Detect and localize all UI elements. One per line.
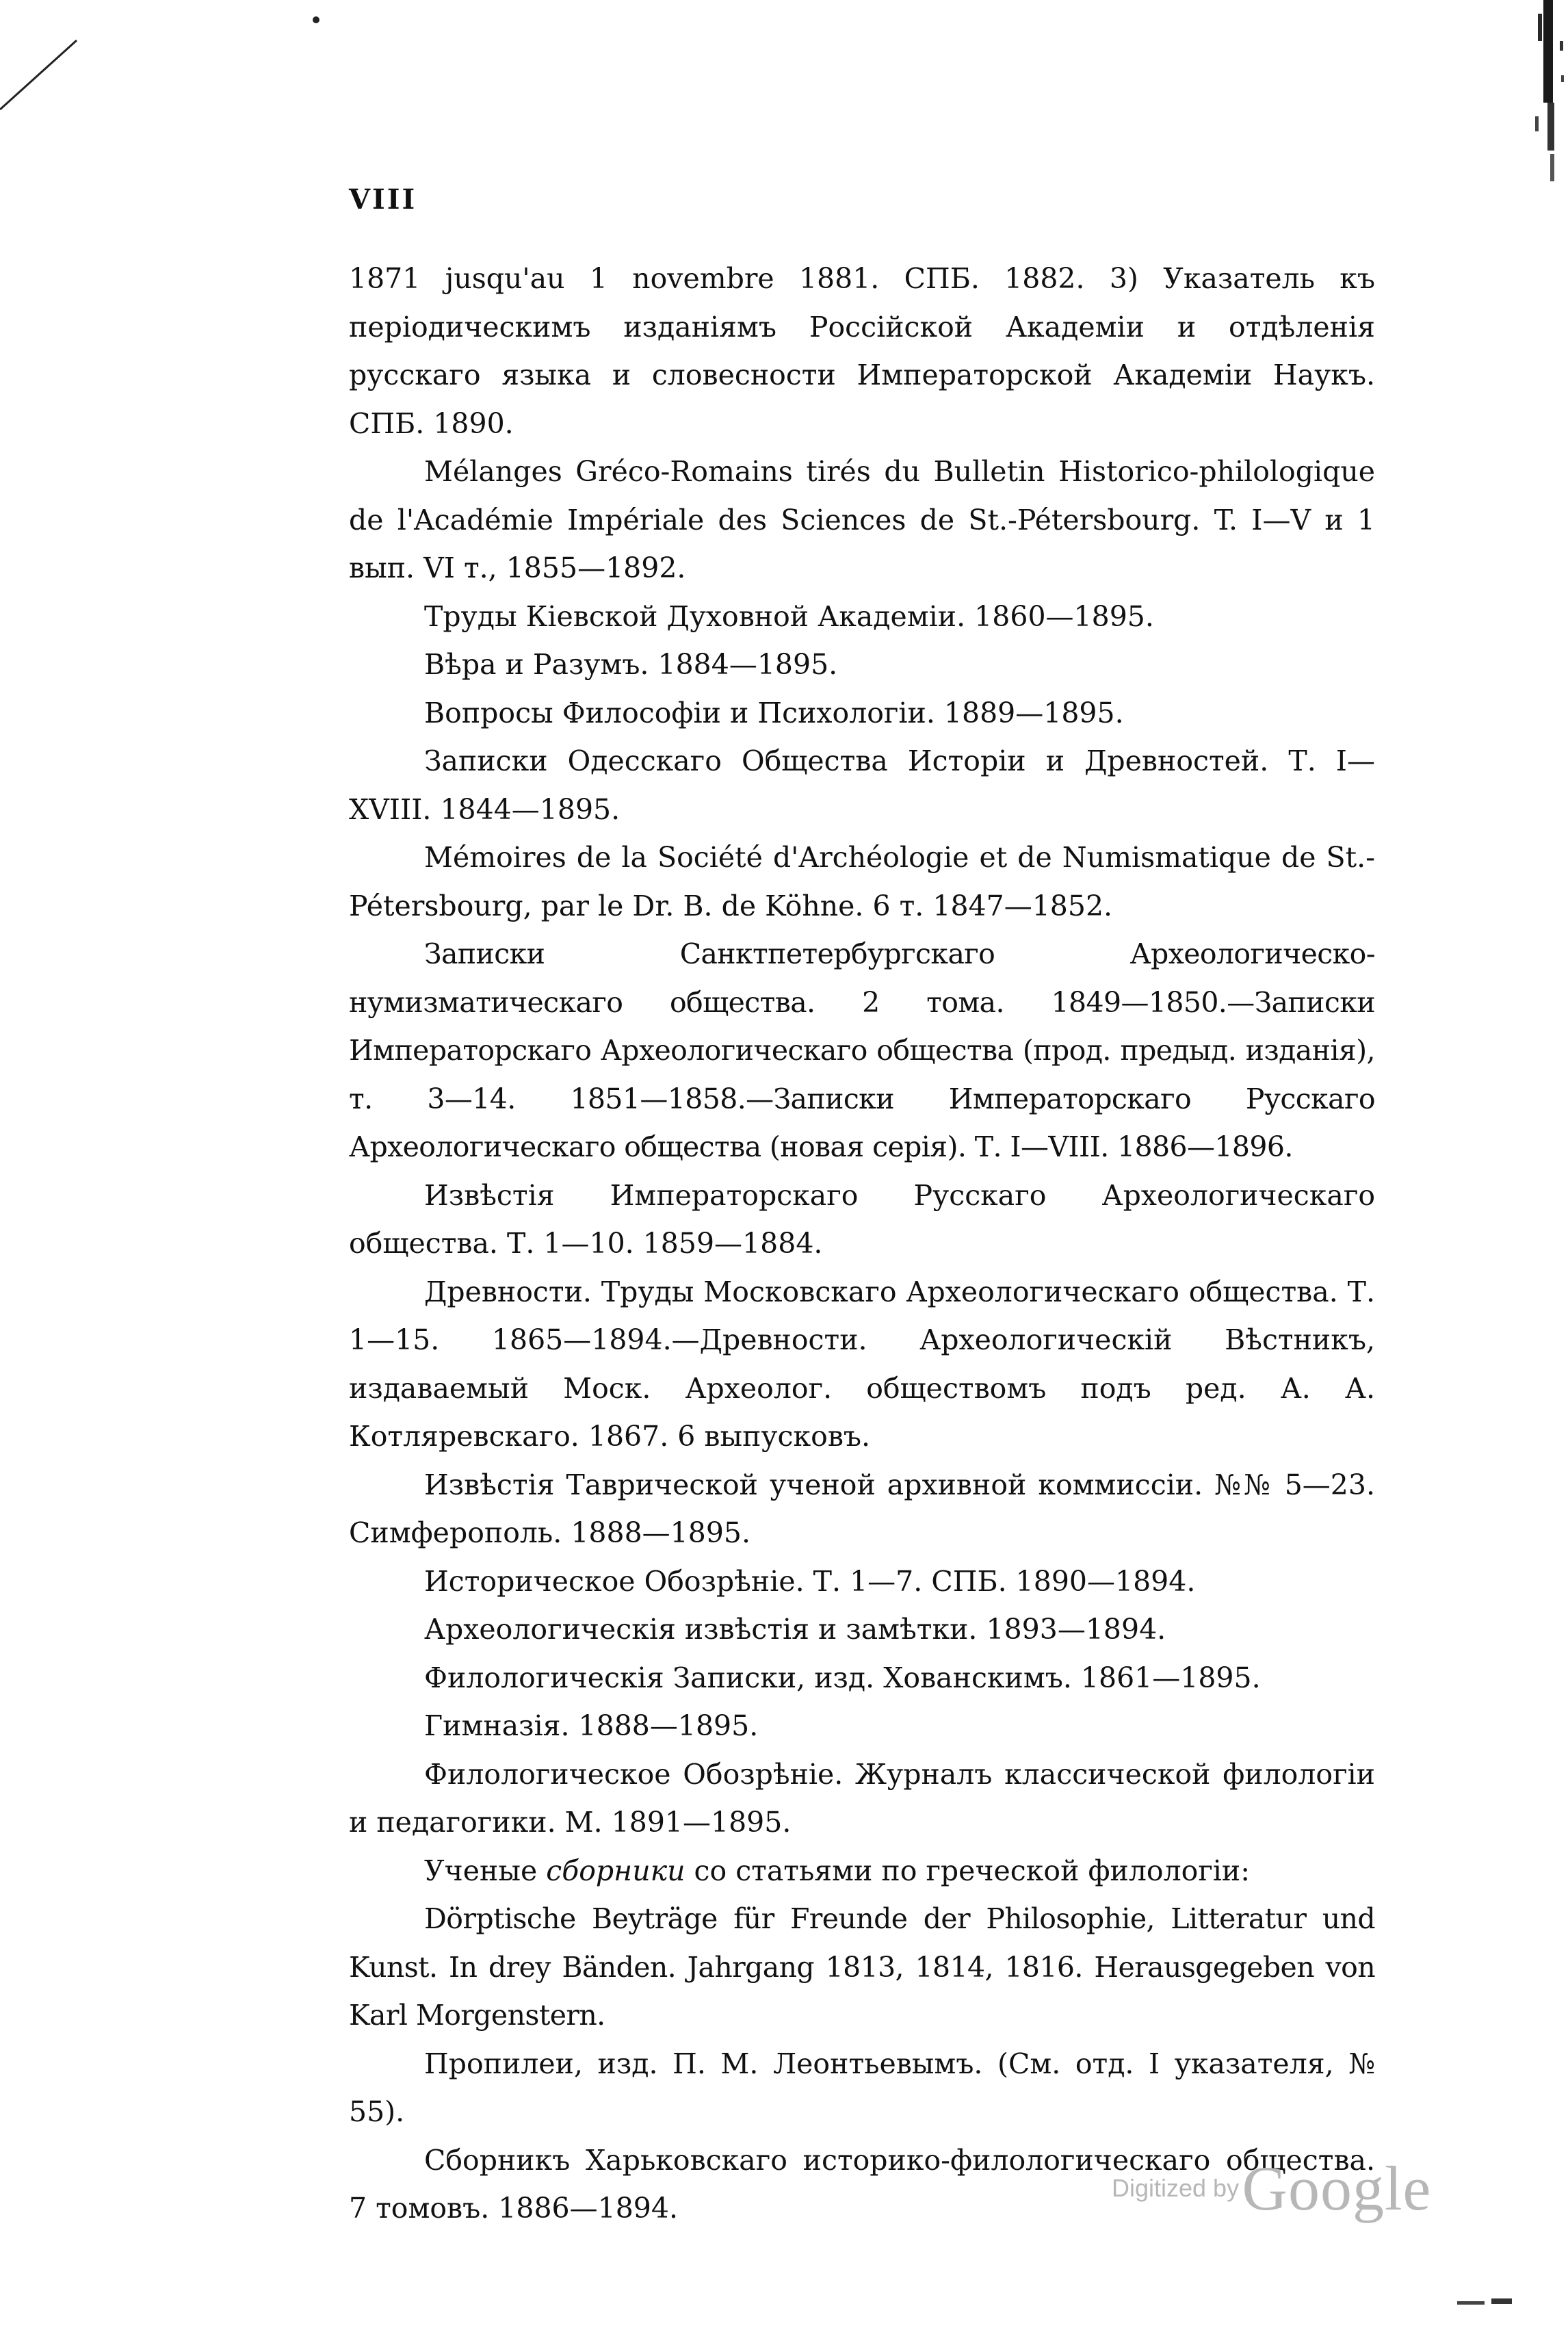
speck-mark (311, 15, 321, 25)
bibliography-paragraph: Извѣстія Императорскаго Русскаго Археологическаго общества. Т. 1—10. 1859—1884. (349, 1178, 1375, 1260)
collections-intro (349, 1847, 1375, 1895)
corner-stroke-mark (0, 38, 82, 113)
bibliography-paragraph: Mélanges Gréco-Romains tirés du Bulletin Historico-philologique de l'Académie Impériale des Sciences de St.-Pétersbourg. T. I—V и 1 вып. VI т., 1855—1892. (349, 455, 1375, 584)
bibliography-paragraph: 1871 jusqu'au 1 novembre 1881. СПБ. 1882. 3) Указатель къ періодическимъ изданіямъ Россійской Академіи и отдѣленія русскаго языка и словесности Императорской Академіи Наукъ. СПБ. 1890. (349, 262, 1375, 440)
digitized-watermark (1112, 2152, 1431, 2225)
collection-entry: Dörptische Beyträge für Freunde der Philosophie, Litteratur und Kunst. In drey Bänden. Jahrgang 1813, 1814, 1816. Herausgegeben von Karl Morgenstern. (349, 1902, 1375, 2032)
bibliography-paragraph: Записки Санктпетербургскаго Археологическо-нумизматическаго общества. 2 тома. 1849—1850.—Записки Императорскаго Археологическаго общества (прод. предыд. изданія), т. 3—14. 1851—1858.—Записки Императорскаго Русскаго Археологическаго общества (новая серія). Т. I—VIII. 1886—1896. (349, 937, 1375, 1163)
collections-intro-before: Ученые (424, 1854, 547, 1887)
bibliography-paragraph: Филологическія Записки, изд. Хованскимъ. 1861—1895. (424, 1661, 1261, 1694)
bibliography-paragraph: Гимназія. 1888—1895. (424, 1709, 759, 1742)
bibliography-paragraph: Вѣра и Разумъ. 1884—1895. (424, 648, 838, 681)
bibliography-paragraph: Mémoires de la Société d'Archéologie et de Numismatique de St.-Pétersbourg, par le Dr. B. de Köhne. 6 т. 1847—1852. (349, 841, 1375, 922)
bibliography-paragraph: Филологическое Обозрѣніе. Журналъ классической филологіи и педагогики. М. 1891—1895. (349, 1757, 1375, 1839)
scan-edge-noise-icon (1520, 0, 1568, 198)
bibliography-paragraph: Древности. Труды Московскаго Археологическаго общества. Т. 1—15. 1865—1894.—Древности. Археологическій Вѣстникъ, издаваемый Моск. Археолог. обществомъ подъ ред. А. А. Котляревскаго. 1867. 6 выпусковъ. (349, 1275, 1375, 1453)
page-number: VIII (349, 183, 417, 216)
bottom-smudge-mark (1457, 2296, 1519, 2309)
collection-entry: Пропилеи, изд. П. М. Леонтьевымъ. (См. отд. I указателя, № 55). (349, 2047, 1375, 2128)
bibliography-paragraph: Труды Кіевской Духовной Академіи. 1860—1895. (424, 599, 1154, 633)
bibliography-paragraph: Историческое Обозрѣніе. Т. 1—7. СПБ. 1890—1894. (424, 1564, 1196, 1598)
watermark-brand: Google (1242, 2153, 1432, 2223)
bibliography-paragraph: Извѣстія Таврической ученой архивной коммиссіи. №№ 5—23. Симферополь. 1888—1895. (349, 1468, 1375, 1549)
bibliography-paragraph: Археологическія извѣстія и замѣтки. 1893—1894. (424, 1613, 1166, 1646)
bibliography-paragraph: Записки Одесскаго Общества Исторіи и Древностей. Т. I—XVIII. 1844—1895. (349, 744, 1375, 826)
collections-intro-after: со статьями по греческой филологіи: (685, 1854, 1251, 1887)
collection-entry: Сборникъ Харьковскаго историко-филологическаго общества. 7 томовъ. 1886—1894. (349, 2143, 1375, 2225)
bibliography-paragraph: Вопросы Философіи и Психологіи. 1889—1895. (424, 696, 1124, 729)
collections-intro-emphasis: сборники (546, 1854, 685, 1887)
bibliography-text (349, 255, 1375, 2233)
watermark-prefix: Digitized by (1112, 2174, 1240, 2202)
